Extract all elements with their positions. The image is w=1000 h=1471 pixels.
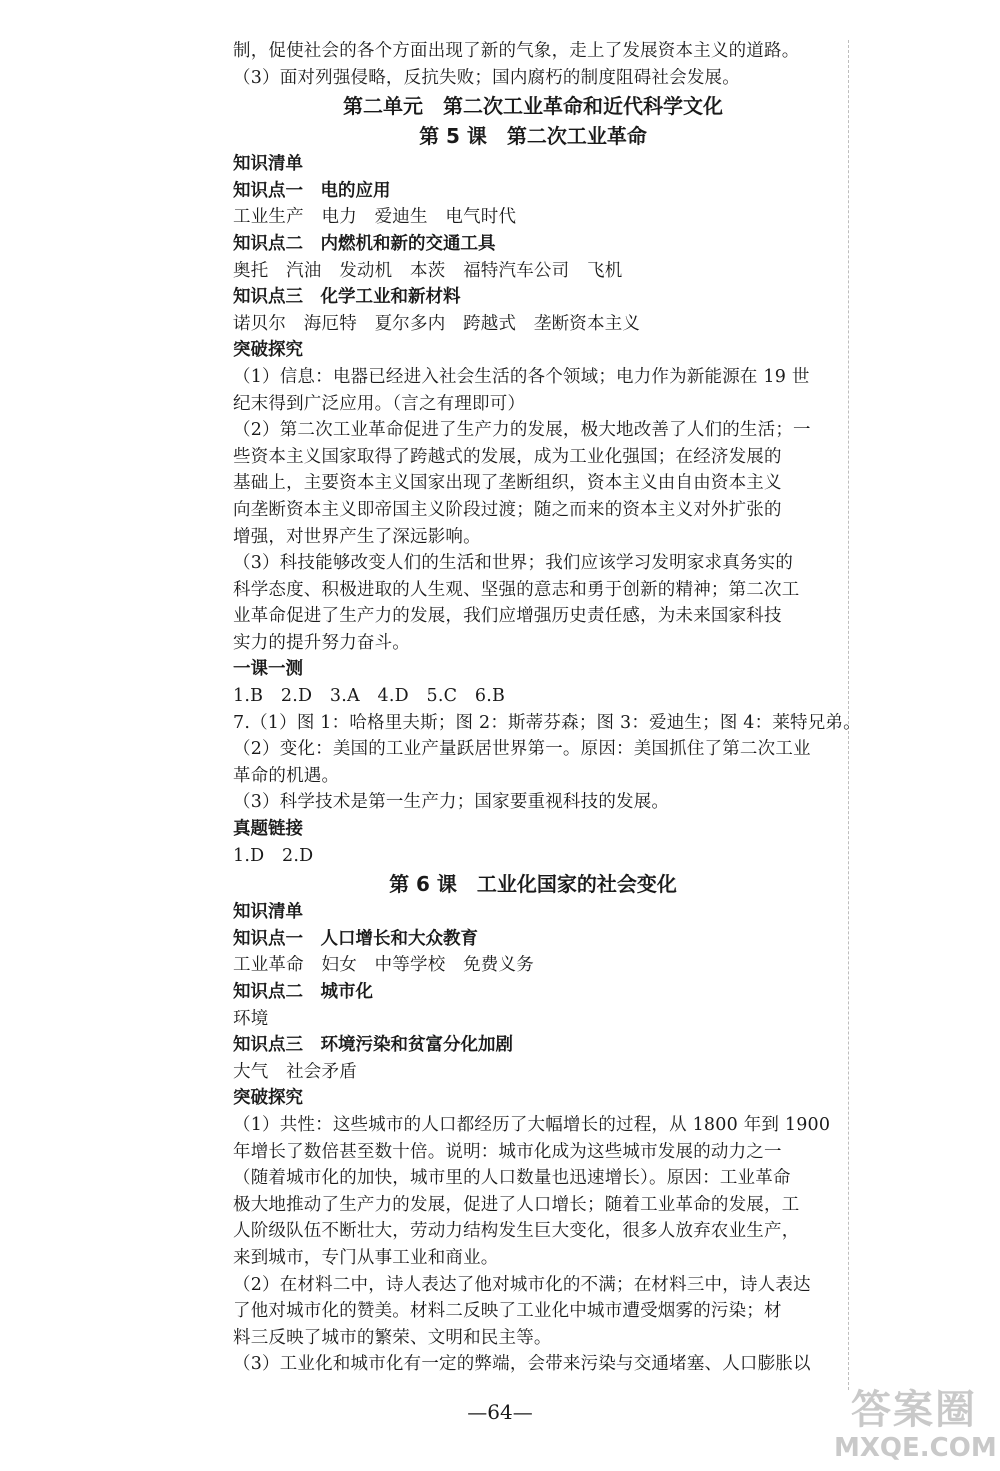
section-heading-knowledge-list: 知识清单 bbox=[233, 154, 303, 175]
section-heading-explore: 突破探究 bbox=[233, 1088, 303, 1109]
watermark-domain: MXQE.COM bbox=[834, 1433, 997, 1463]
section-heading-explore: 突破探究 bbox=[233, 340, 303, 361]
section-heading-knowledge-list: 知识清单 bbox=[233, 902, 303, 923]
explore-line: 来到城市，专门从事工业和商业。 bbox=[233, 1247, 499, 1268]
explore-line: 人阶级队伍不断壮大，劳动力结构发生巨大变化，很多人放弃农业生产， bbox=[233, 1221, 800, 1242]
test-line: 7.（1）图 1：哈格里夫斯；图 2：斯蒂芬森；图 3：爱迪生；图 4：莱特兄弟。 bbox=[233, 712, 861, 733]
explore-line: （2）第二次工业革命促进了生产力的发展，极大地改善了人们的生活；一 bbox=[233, 420, 811, 441]
lesson-5-title: 第 5 课 第二次工业革命 bbox=[419, 124, 647, 149]
explore-line: 了他对城市化的赞美。材料二反映了工业化中城市遭受烟雾的污染；材 bbox=[233, 1301, 782, 1322]
unit-title: 第二单元 第二次工业革命和近代科学文化 bbox=[343, 94, 723, 119]
watermark-logo bbox=[834, 1387, 997, 1463]
explore-line: （3）科技能够改变人们的生活和世界；我们应该学习发明家求真务实的 bbox=[233, 553, 794, 574]
test-line: （3）科学技术是第一生产力；国家要重视科技的发展。 bbox=[233, 792, 670, 813]
knowledge-point-heading: 知识点二 城市化 bbox=[233, 982, 373, 1002]
explore-line: 纪末得到广泛应用。（言之有理即可） bbox=[233, 393, 526, 414]
test-line: 革命的机遇。 bbox=[233, 765, 340, 786]
knowledge-point-heading: 知识点一 电的应用 bbox=[233, 180, 391, 201]
knowledge-point-answers: 工业革命 妇女 中等学校 免费义务 bbox=[233, 955, 534, 976]
explore-line: 实力的提升努力奋斗。 bbox=[233, 632, 410, 653]
explore-line: 基础上，主要资本主义国家出现了垄断组织，资本主义由自由资本主义 bbox=[233, 473, 782, 494]
knowledge-point-heading: 知识点三 环境污染和贫富分化加剧 bbox=[233, 1035, 513, 1056]
explore-line: 极大地推动了生产力的发展，促进了人口增长；随着工业革命的发展，工 bbox=[233, 1194, 800, 1215]
knowledge-point-answers: 奥托 汽油 发动机 本茨 福特汽车公司 飞机 bbox=[233, 260, 623, 281]
explore-line: 增强，对世界产生了深远影响。 bbox=[233, 526, 481, 547]
lesson-6-title: 第 6 课 工业化国家的社会变化 bbox=[389, 872, 677, 897]
real-questions-answers: 1.D 2.D bbox=[233, 845, 314, 866]
text-line: （3）面对列强侵略，反抗失败；国内腐朽的制度阻碍社会发展。 bbox=[233, 67, 740, 88]
test-line: 1.B 2.D 3.A 4.D 5.C 6.B bbox=[233, 686, 506, 707]
explore-line: （3）工业化和城市化有一定的弊端，会带来污染与交通堵塞、人口膨胀以 bbox=[233, 1354, 811, 1375]
knowledge-point-answers: 环境 bbox=[233, 1008, 269, 1029]
explore-line: 业革命促进了生产力的发展，我们应增强历史责任感，为未来国家科技 bbox=[233, 606, 782, 627]
knowledge-point-heading: 知识点一 人口增长和大众教育 bbox=[233, 928, 478, 949]
knowledge-point-answers: 大气 社会矛盾 bbox=[233, 1061, 357, 1082]
explore-line: 料三反映了城市的繁荣、文明和民主等。 bbox=[233, 1327, 552, 1348]
explore-line: 科学态度、积极进取的人生观、坚强的意志和勇于创新的精神；第二次工 bbox=[233, 579, 800, 600]
knowledge-point-heading: 知识点二 内燃机和新的交通工具 bbox=[233, 233, 496, 254]
page-number: —64— bbox=[467, 1400, 533, 1424]
answer-page bbox=[233, 38, 861, 1378]
explore-line: 向垄断资本主义即帝国主义阶段过渡；随之而来的资本主义对外扩张的 bbox=[233, 499, 782, 520]
knowledge-point-heading: 知识点三 化学工业和新材料 bbox=[233, 287, 461, 308]
knowledge-point-answers: 诺贝尔 海厄特 夏尔多内 跨越式 垄断资本主义 bbox=[233, 313, 641, 334]
section-heading-real-questions: 真题链接 bbox=[233, 819, 303, 840]
section-heading-test: 一课一测 bbox=[233, 659, 303, 680]
watermark-logo-text: 答案圈 bbox=[851, 1387, 977, 1433]
explore-line: （1）共性：这些城市的人口都经历了大幅增长的过程，从 1800 年到 1900 bbox=[233, 1114, 831, 1135]
explore-line: 年增长了数倍甚至数十倍。说明：城市化成为这些城市发展的动力之一 bbox=[233, 1141, 782, 1162]
test-line: （2）变化：美国的工业产量跃居世界第一。原因：美国抓住了第二次工业 bbox=[233, 739, 811, 760]
explore-line: 些资本主义国家取得了跨越式的发展，成为工业化强国；在经济发展的 bbox=[233, 446, 782, 467]
text-line: 制，促使社会的各个方面出现了新的气象，走上了发展资本主义的道路。 bbox=[233, 41, 800, 61]
knowledge-point-answers: 工业生产 电力 爱迪生 电气时代 bbox=[233, 207, 517, 228]
explore-line: （2）在材料二中，诗人表达了他对城市化的不满；在材料三中，诗人表达 bbox=[233, 1274, 811, 1295]
explore-line: （1）信息：电器已经进入社会生活的各个领域；电力作为新能源在 19 世 bbox=[233, 366, 810, 387]
explore-line: （随着城市化的加快，城市里的人口数量也迅速增长）。原因：工业革命 bbox=[233, 1168, 791, 1189]
